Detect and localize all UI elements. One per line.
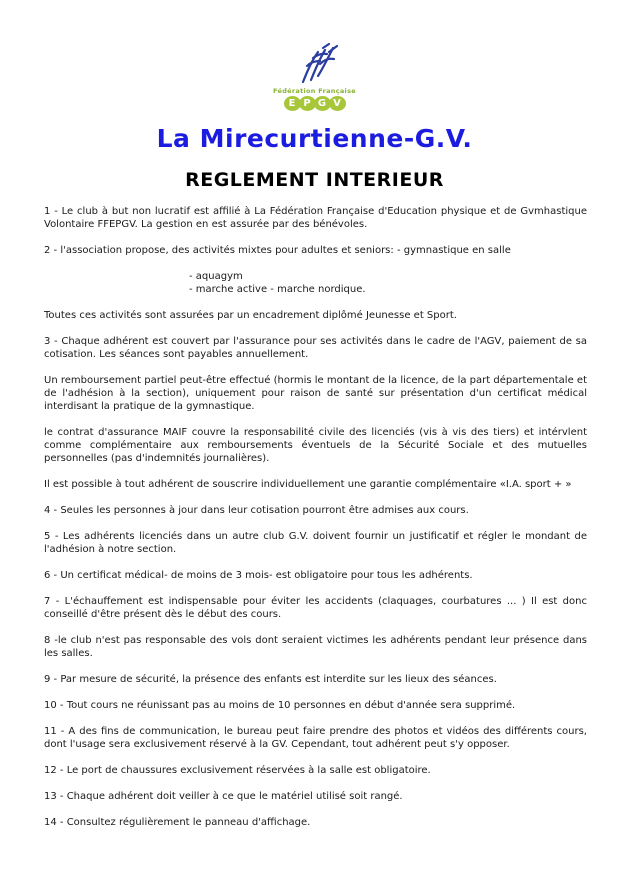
remboursement-note: Un remboursement partiel peut-être effectué (hormis le montant de la licence, de la part départementale et de l'adhésion à la section), uniquement pour raison de santé sur présentation d'un certificat médical interdisant la pratique de la gymnastique. xyxy=(44,375,587,412)
epgv-letter-g: G xyxy=(314,96,331,111)
epgv-letter-p: P xyxy=(299,96,316,111)
activity-marche: - marche active - marche nordique. xyxy=(189,284,366,295)
epgv-letter-v: V xyxy=(329,96,346,111)
rule-9: 9 - Par mesure de sécurité, la présence des enfants est interdite sur les lieux des séances. xyxy=(44,674,497,685)
rule-4: 4 - Seules les personnes à jour dans leur cotisation pourront être admises aux cours. xyxy=(44,505,469,516)
activity-aquagym: - aquagym xyxy=(189,271,243,282)
rule-8: 8 -le club n'est pas responsable des vols dont seraient victimes les adhérents pendant leur présence dans les salles. xyxy=(44,635,587,659)
epgv-acronym xyxy=(285,96,345,111)
rule-13: 13 - Chaque adhérent doit veiller à ce que le matériel utilisé soit rangé. xyxy=(44,791,403,802)
club-title: La Mirecurtienne-G.V. xyxy=(156,124,473,153)
rule-3: 3 - Chaque adhérent est couvert par l'assurance pour ses activités dans le cadre de l'AGV, paiement de sa cotisation. Les séances sont payables annuellement. xyxy=(44,336,587,360)
epgv-letter-e: E xyxy=(284,96,301,111)
assurance-maif-note: le contrat d'assurance MAIF couvre la responsabilité civile des licenciés (vis à vis des tiers) et intérvlent comme complémentaire aux remboursements éventuels de la Sécurité Sociale et des mutuelles personnelles (pas d'indemnités journalières). xyxy=(44,427,587,464)
rule-6: 6 - Un certificat médical- de moins de 3 mois- est obligatoire pour tous les adhérents. xyxy=(44,570,473,581)
rule-10: 10 - Tout cours ne réunissant pas au moins de 10 personnes en début d'année sera supprimé. xyxy=(44,700,516,711)
rule-11: 11 - A des fins de communication, le bureau peut faire prendre des photos et vidéos des différents cours, dont l'usage sera exclusivement réservé à la GV. Cependant, tout adhérent peut s'y opposer. xyxy=(44,726,587,750)
encadrement-note: Toutes ces activités sont assurées par un encadrement diplômé Jeunesse et Sport. xyxy=(44,310,457,321)
rule-12: 12 - Le port de chaussures exclusivement réservées à la salle est obligatoire. xyxy=(44,765,431,776)
garantie-note: Il est possible à tout adhérent de souscrire individuellement une garantie complémentaire «I.A. sport + » xyxy=(44,479,572,490)
rule-14: 14 - Consultez régulièrement le panneau d'affichage. xyxy=(44,817,311,828)
federation-label: Fédération Française xyxy=(273,87,356,95)
rule-1: 1 - Le club à but non lucratif est affilié à La Fédération Française d'Education physique et de Gvmhastique Volontaire FFEPGV. La gestion en est assurée par des bénévoles. xyxy=(44,206,587,230)
epgv-logo xyxy=(0,42,629,111)
rule-5: 5 - Les adhérents licenciés dans un autre club G.V. doivent fournir un justificatif et régler le mondant de l'adhésion à notre section. xyxy=(44,531,587,555)
document-body xyxy=(44,205,587,829)
document-heading: REGLEMENT INTERIEUR xyxy=(185,169,444,191)
rule-7: 7 - L'échauffement est indispensable pour éviter les accidents (claquages, courbatures ... ) Il est donc conseillé d'être présent dès le début des cours. xyxy=(44,596,587,620)
gymnasts-figures-icon xyxy=(285,42,345,86)
rule-2: 2 - l'association propose, des activités mixtes pour adultes et seniors: - gymnastique en salle xyxy=(44,245,511,256)
